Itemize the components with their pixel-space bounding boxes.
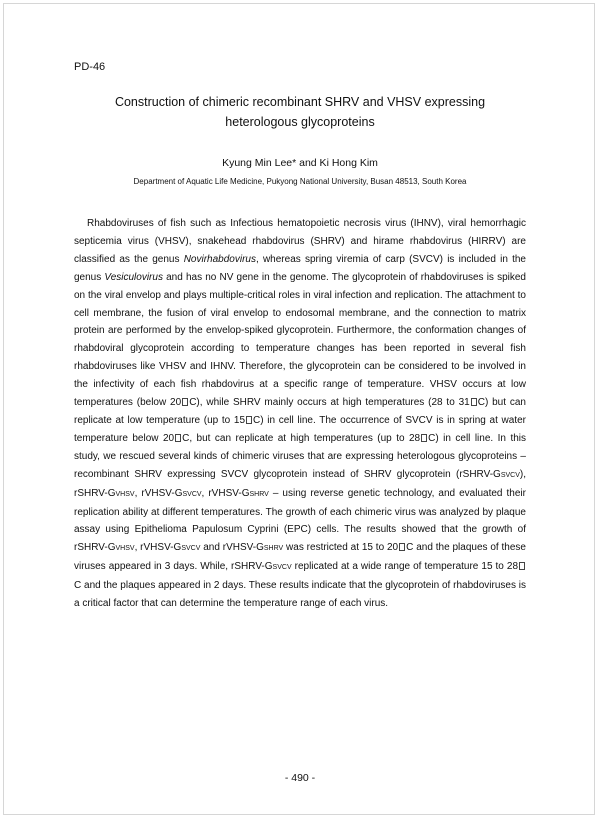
glycoprotein-subscript: SVCV [500,471,520,479]
abstract-text: C) in cell line. The occurrence of SVCV is in spring at water temperature below 20 [74,414,526,444]
page-number: - 490 - [284,772,316,784]
affiliation: Department of Aquatic Life Medicine, Pukyong National University, Busan 48513, South Korea [133,177,467,186]
missing-glyph-box [519,562,525,570]
missing-glyph-box [246,416,252,424]
paper-title [60,92,540,132]
abstract-text: , whereas spring viremia of carp (SVCV) is included in the genus [74,253,526,283]
missing-glyph-box [471,398,477,406]
glycoprotein-subscript: VHSV [115,490,135,498]
abstract-text: replicated at a wide range of temperature 15 to 28 [291,561,519,573]
abstract-text: , rVHSV-G [201,487,250,499]
abstract-paragraph [74,215,526,613]
authors: Kyung Min Lee* and Ki Hong Kim [222,157,378,169]
missing-glyph-box [182,398,188,406]
abstract-text: , rVHSV-G [134,542,182,554]
missing-glyph-box [399,543,405,551]
abstract-body [74,215,526,613]
abstract-text: C and the plaques appeared in 2 days. These results indicate that the glycoprotein of rhabdoviruses is a critical factor that can determine the temperature range of each virus. [74,580,526,610]
abstract-text: was restricted at 15 to 20 [283,542,399,554]
glycoprotein-subscript: SHRV [263,545,284,553]
glycoprotein-subscript: SVCV [181,545,201,553]
abstract-code: PD-46 [74,61,106,73]
missing-glyph-box [175,434,181,442]
abstract-text: C and the plaques of these viruses appeared in 3 days. While, rSHRV-G [74,542,526,573]
abstract-text: and rVHSV-G [200,542,264,554]
abstract-text: , rVHSV-G [134,487,183,499]
abstract-text: and has no NV gene in the genome. The glycoprotein of rhabdoviruses is spiked on the viral envelop and plays multiple-critical roles in viral infection and replication. The attachment to cell membrane, the fusion of viral envelop to endosomal membrane, and the connection to matrix protein are performed by the envelop-spiked glycoprotein. Furthermore, the conformation changes of rhabdoviral glycoprotein according to temperature changes has been reported in several fish rhabdoviruses like VHSV and IHNV. Therefore, the glycoprotein can be considered to be involved in the infectivity of each fish rhabdovirus at a specific range of temperature. VHSV occurs at low temperatures (below 20 [74,271,526,409]
abstract-text: – using reverse genetic technology, and evaluated their replication ability at different temperatures. The growth of each chimeric virus was analyzed by plaque assay using Epithelioma Papulosum Cyprini (EPC) cells. The results showed that the growth of rSHRV-G [74,487,526,554]
abstract-text: C), while SHRV mainly occurs at high temperatures (28 to 31 [189,397,470,409]
title-line-1: Construction of chimeric recombinant SHRV and VHSV expressing [114,95,486,109]
abstract-text: C) in cell line. In this study, we rescued several kinds of chimeric viruses that are expressing heterologous glycoproteins – recombinant SHRV expressing SVCV glycoprotein instead of SHRV glycoprotein (rSHRV-G [74,432,527,480]
glycoprotein-subscript: SVCV [272,564,292,572]
title-line-2: heterologous glycoproteins [225,115,375,129]
glycoprotein-subscript: SHRV [249,490,269,498]
abstract-text: C, but can replicate at high temperatures (up to 28 [182,432,421,444]
glycoprotein-subscript: SVCV [182,490,202,498]
abstract-text: Rhabdoviruses of fish such as Infectious hematopoietic necrosis virus (IHNV), viral hemorrhagic septicemia virus (VHSV), snakehead rhabdovirus (SHRV) and hirame rhabdovirus (HIRRV) are classified as the genus [74,218,526,265]
genus-name: Vesiculovirus [104,271,163,283]
glycoprotein-subscript: VHSV [115,545,135,553]
abstract-text: C) but can replicate at low temperature (up to 15 [74,397,526,426]
abstract-text: ), rSHRV-G [74,468,526,499]
missing-glyph-box [421,434,427,442]
genus-name: Novirhabdovirus [183,253,256,265]
